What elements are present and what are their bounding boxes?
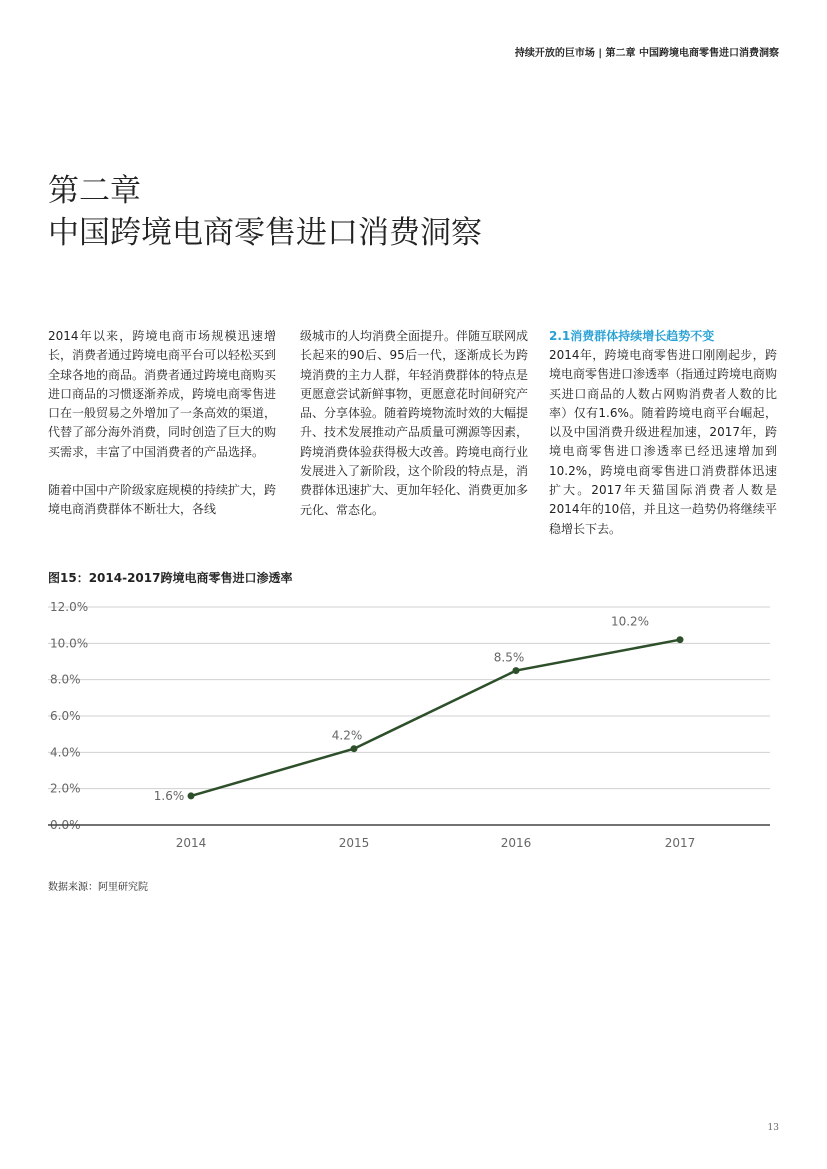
- paragraph: 随着中国中产阶级家庭规模的持续扩大，跨境电商消费群体不断壮大，各线: [48, 483, 277, 517]
- data-point: [188, 792, 195, 799]
- y-tick-label: 0.0%: [50, 818, 81, 832]
- chapter-number: 第二章: [48, 173, 141, 209]
- x-tick-label: 2016: [500, 836, 532, 850]
- data-label: 1.6%: [153, 788, 185, 803]
- y-tick-label: 4.0%: [50, 745, 81, 760]
- y-tick-label: 6.0%: [50, 709, 81, 723]
- body-column-3: [549, 327, 777, 539]
- y-tick-label: 10.0%: [50, 636, 89, 651]
- y-tick-label: 2.0%: [50, 781, 81, 796]
- data-label: 8.5%: [493, 650, 525, 665]
- y-tick-label: 12.0%: [50, 600, 89, 614]
- paragraph: 级城市的人均消费全面提升。伴随互联网成长起来的90后、95后一代，逐渐成长为跨境消费的主力人群，年轻消费群体的特点是更愿意尝试新鲜事物，更愿意花时间研究产品、分享体验。随着跨境物流时效的大幅提升、技术发展推动产品质量可溯源等因素，跨境消费体验获得极大改善。跨境电商行业发展进入了新阶段，这个阶段的特点是，消费群体迅速扩大、更加年轻化、消费更加多元化、常态化。: [300, 329, 529, 517]
- data-source: 数据来源：阿里研究院: [48, 882, 148, 893]
- data-label: 4.2%: [331, 728, 363, 743]
- page-number: 13: [767, 1123, 779, 1133]
- data-point: [677, 636, 684, 643]
- chapter-title: [48, 170, 482, 254]
- body-column-2: [300, 327, 528, 520]
- data-label: 10.2%: [610, 614, 650, 629]
- series-line: [191, 640, 680, 796]
- x-tick-label: 2014: [175, 836, 207, 850]
- x-tick-label: 2015: [338, 836, 370, 850]
- y-tick-label: 8.0%: [50, 672, 81, 687]
- data-point: [513, 667, 520, 674]
- paragraph: 2014年，跨境电商零售进口刚刚起步，跨境电商零售进口渗透率（指通过跨境电商购买进口商品的人数占网购消费者人数的比率）仅有1.6%。随着跨境电商平台崛起，以及中国消费升级进程加速，2017年，跨境电商零售进口渗透率已经迅速增加到10.2%，跨境电商零售进口消费群体迅速扩大。2017年天猫国际消费者人数是2014年的10倍，并且这一趋势仍将继续平稳增长下去。: [549, 348, 778, 536]
- running-header: 持续开放的巨市场 | 第二章 中国跨境电商零售进口消费洞察: [514, 48, 779, 59]
- body-column-1: [48, 327, 276, 520]
- chapter-name: 中国跨境电商零售进口消费洞察: [48, 215, 482, 251]
- x-tick-label: 2017: [664, 836, 696, 850]
- figure-caption: 图15：2014-2017跨境电商零售进口渗透率: [48, 571, 293, 585]
- line-chart: [0, 590, 827, 860]
- section-heading: 2.1消费群体持续增长趋势不变: [549, 329, 715, 343]
- paragraph: 2014年以来，跨境电商市场规模迅速增长，消费者通过跨境电商平台可以轻松买到全球各地的商品。消费者通过跨境电商购买进口商品的习惯逐渐养成，跨境电商零售进口在一般贸易之外增加了一条高效的渠道，代替了部分海外消费，同时创造了巨大的购买需求，丰富了中国消费者的产品选择。: [48, 329, 277, 459]
- data-point: [351, 745, 358, 752]
